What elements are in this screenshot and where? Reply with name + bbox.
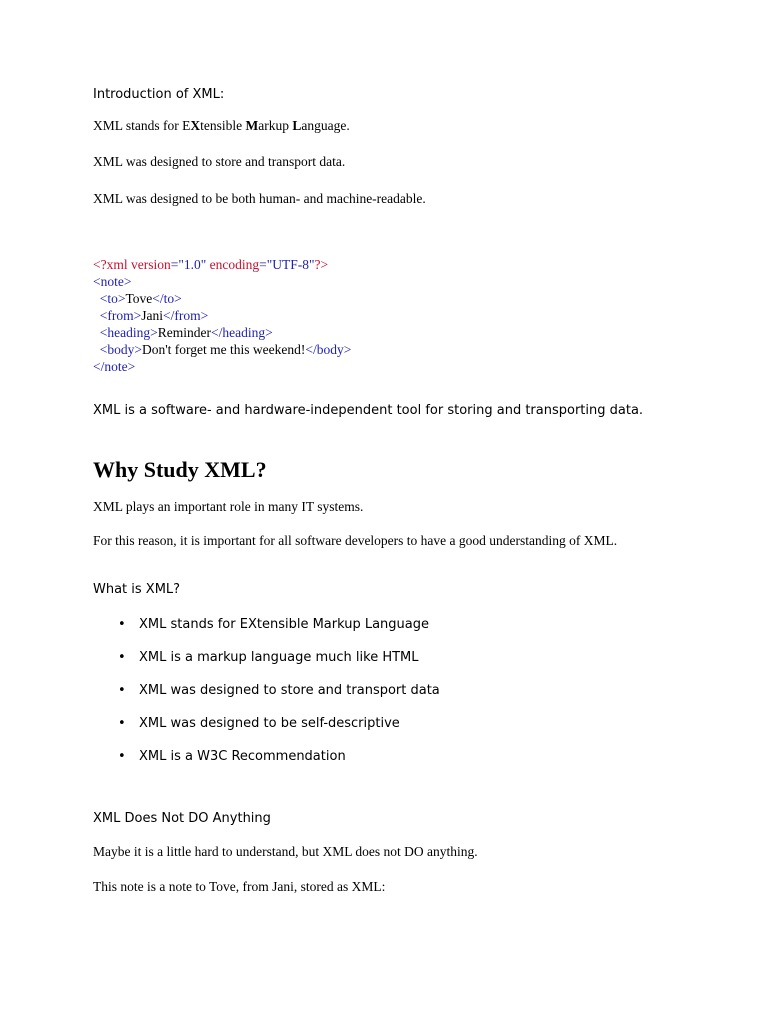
- code-line-note-close: </note>: [93, 359, 136, 374]
- code-line-note-open: <note>: [93, 274, 132, 289]
- list-item: [118, 682, 440, 715]
- code-line-to: <to>Tove</to>: [99, 291, 182, 306]
- definition-text: arkup: [258, 118, 293, 133]
- code-line-declaration: <?xml version="1.0" encoding="UTF-8"?>: [93, 257, 329, 272]
- intro-paragraph-store: XML was designed to store and transport data.: [93, 154, 346, 169]
- list-item: [118, 616, 440, 649]
- intro-heading: Introduction of XML:: [93, 87, 225, 102]
- independent-paragraph: XML is a software- and hardware-independent tool for storing and transporting data.: [93, 403, 644, 418]
- does-nothing-paragraph: Maybe it is a little hard to understand, but XML does not DO anything.: [93, 844, 478, 859]
- list-item: [118, 649, 440, 682]
- bullet-icon: •: [118, 617, 126, 632]
- code-line-heading: <heading>Reminder</heading>: [99, 325, 273, 340]
- does-nothing-heading: XML Does Not DO Anything: [93, 811, 271, 826]
- note-description-paragraph: This note is a note to Tove, from Jani, stored as XML:: [93, 879, 386, 894]
- definition-text: anguage.: [301, 118, 350, 133]
- what-is-list: [118, 616, 440, 781]
- definition-text: XML stands for E: [93, 118, 191, 133]
- list-item-text: XML was designed to be self-descriptive: [139, 716, 400, 731]
- list-item-text: XML is a W3C Recommendation: [139, 749, 346, 764]
- list-item: [118, 715, 440, 748]
- definition-bold-l: L: [292, 118, 302, 133]
- intro-paragraph-readable: XML was designed to be both human- and machine-readable.: [93, 191, 426, 206]
- list-item-text: XML is a markup language much like HTML: [139, 650, 419, 665]
- why-study-heading: Why Study XML?: [93, 457, 267, 482]
- bullet-icon: •: [118, 749, 126, 764]
- code-line-body: <body>Don't forget me this weekend!</body>: [99, 342, 352, 357]
- code-line-from: <from>Jani</from>: [99, 308, 209, 323]
- list-item: [118, 748, 440, 781]
- list-item-text: XML was designed to store and transport data: [139, 683, 440, 698]
- list-item-text: XML stands for EXtensible Markup Language: [139, 617, 430, 632]
- what-is-heading: What is XML?: [93, 582, 181, 597]
- why-paragraph-reason: For this reason, it is important for all software developers to have a good understanding of XML.: [93, 533, 618, 548]
- definition-bold-x: X: [190, 118, 201, 133]
- definition-bold-m: M: [245, 118, 259, 133]
- why-paragraph-role: XML plays an important role in many IT systems.: [93, 499, 364, 514]
- definition-text: tensible: [200, 118, 246, 133]
- bullet-icon: •: [118, 716, 126, 731]
- bullet-icon: •: [118, 650, 126, 665]
- xml-code-sample: [93, 256, 351, 375]
- bullet-icon: •: [118, 683, 126, 698]
- intro-xml-definition: [93, 118, 350, 134]
